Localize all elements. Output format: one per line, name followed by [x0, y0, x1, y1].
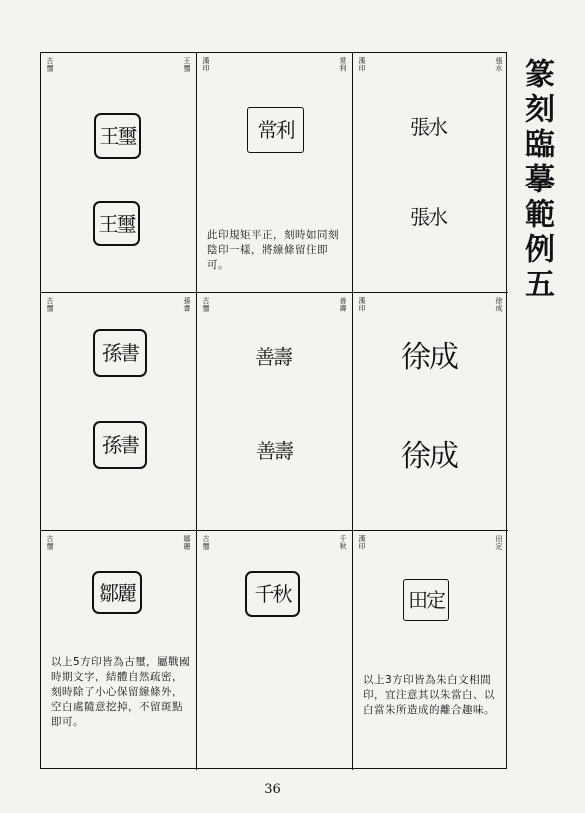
cell-1-seal-2: 王璽: [93, 201, 140, 246]
cell-4-seal-2: 孫書: [93, 421, 147, 469]
cell-6-name: 徐成: [495, 297, 503, 312]
cell-7-seal-1: 鄒麗: [92, 571, 142, 614]
cell-2-seal-1: 常利: [247, 107, 304, 153]
page-title: 篆刻臨摹範例五: [519, 58, 554, 303]
cell-9: [353, 531, 508, 770]
cell-4: [41, 293, 197, 531]
cell-5-category: 古璽: [202, 297, 210, 312]
cell-1-seal-1: 王璽: [94, 113, 141, 159]
cell-9-category: 漢印: [358, 535, 366, 550]
cell-2-category: 漢印: [202, 57, 210, 72]
cell-4-seal-1: 孫書: [93, 329, 147, 377]
cell-3-name: 張水: [495, 57, 503, 72]
cell-7-category: 古璽: [46, 535, 54, 550]
cell-8-category: 古璽: [202, 535, 210, 550]
cell-2-note: 此印規矩平正，刻時如同刻陰印一樣，將線條留住即可。: [207, 229, 339, 271]
cell-7-name: 鄒麗: [183, 535, 191, 550]
cell-8: [197, 531, 353, 770]
cell-6: [353, 293, 508, 531]
cell-9-note: 以上3方印皆為朱白文相間印，宜注意其以朱當白、以白當朱所造成的離合趣味。: [363, 674, 495, 716]
cell-5-name: 善壽: [339, 297, 347, 312]
cell-9-name: 田定: [495, 535, 503, 550]
page-number: 36: [264, 782, 281, 797]
cell-1: [41, 53, 197, 293]
cell-6-seal-2: 徐成: [401, 439, 457, 474]
cell-5: [197, 293, 353, 531]
cell-2: [197, 53, 353, 293]
cell-3-seal-2: 張水: [410, 205, 446, 229]
cell-3: [353, 53, 508, 293]
cell-3-seal-1: 張水: [410, 115, 446, 139]
cell-2-name: 常利: [339, 57, 347, 72]
cell-1-category: 古璽: [46, 57, 54, 72]
cell-5-seal-2: 善壽: [256, 439, 292, 463]
cell-4-category: 古璽: [46, 297, 54, 312]
seal-grid: [40, 52, 507, 769]
cell-6-seal-1: 徐成: [401, 340, 457, 375]
cell-7-note: 以上5方印皆為古璽，屬戰國時期文字，結體自然疏密，刻時除了小心保留線條外，空白處隨意挖掉，不留斑點即可。: [51, 656, 191, 728]
cell-8-name: 千秋: [339, 535, 347, 550]
cell-1-name: 王璽: [183, 57, 191, 72]
cell-5-seal-1: 善壽: [255, 345, 291, 369]
cell-4-name: 孫書: [183, 297, 191, 312]
cell-7: [41, 531, 197, 770]
cell-9-seal-1: 田定: [403, 579, 449, 621]
cell-3-category: 漢印: [358, 57, 366, 72]
cell-6-category: 漢印: [358, 297, 366, 312]
cell-8-seal-1: 千秋: [245, 571, 300, 617]
